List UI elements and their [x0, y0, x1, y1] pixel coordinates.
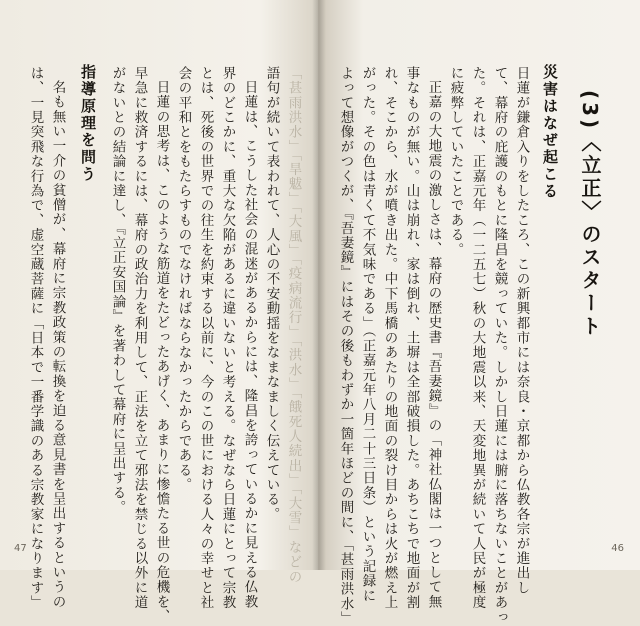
book-gutter [312, 0, 326, 570]
right-col-9: よって想像がつくが、『吾妻鏡』にはその後もわずか一箇年ほどの間に、「甚雨洪水」 [337, 66, 354, 626]
left-subheading: 指導原理を問う [79, 64, 97, 183]
left-col-3: 日蓮は、こうした社会の混迷があるからには、隆昌を誇っているかに見える仏教 [241, 80, 258, 610]
right-col-6: 事なものが無い。山は崩れ、家は倒れ、土塀は全部破損した。あちこちで地面が割 [403, 66, 420, 610]
right-col-2: て、幕府の庇護のもとに隆昌を競っていた。しかし日蓮には腑に落ちないことがあっ [491, 66, 508, 625]
right-col-5: 正嘉の大地震の激しさは、幕府の歴史書『吾妻鏡』の「神社仏閣は一つとして無 [425, 80, 442, 610]
left-col-5: とは、死後の世界での往生を約束する以前に、今のこの世における人々の幸せと社 [197, 66, 214, 610]
left-col-4: 界のどこかに、重大な欠陥があるに違いないと考える。なぜなら日蓮にとって宗教 [219, 66, 236, 610]
left-col-6: 会の平和とをもたらすものでなければならなかったからである。 [175, 66, 192, 493]
left-col-2: 語句が続いて表われて、人心の不安動揺をなまなましく伝えている。 [263, 66, 280, 522]
right-col-4: に疲弊していたことである。 [447, 66, 464, 258]
right-col-7: れ、そこから、水が噴き出た。中下馬橋のあたりの地面の裂け目からは火が燃え上 [381, 66, 398, 610]
right-subheading: 災害はなぜ起こる [541, 64, 559, 200]
right-page-number: 46 [611, 543, 624, 554]
left-col-9: がないとの結論に達し、『立正安国論』を著わして幕府に呈出する。 [109, 66, 126, 515]
right-col-1: 日蓮が鎌倉入りをしたころ、この新興都市には奈良・京都から仏教各宗が進出し [513, 66, 530, 596]
right-col-8: がった。その色は青くて不気味である」（正嘉元年八月二十三日条）という記録に [359, 66, 376, 604]
left-col-1: 「甚雨洪水」「旱魃」「大風」「疫病流行」「洪水」「餓死人続出」「大雪」などの [285, 66, 302, 585]
left-col-11: は、一見突飛な行為で、虚空蔵菩薩に「日本で一番学識のある宗教家になります」 [27, 66, 44, 610]
left-page-number: 47 [14, 543, 27, 554]
section-title: (3)〈立正〉のスタート [578, 90, 602, 339]
right-col-3: た。それは、正嘉元年（一二五七）秋の大地震以来、天変地異が続いて人民が極度 [469, 66, 486, 610]
left-col-7: 日蓮の思考は、このような筋道をたどったあげく、あまりに惨憺たる世の危機を、 [153, 80, 170, 624]
left-col-8: 早急に救済するには、幕府の政治力を利用して、正法を立て邪法を禁じる以外に道 [131, 66, 148, 610]
left-col-10: 名も無い一介の貧僧が、幕府に宗教政策の転換を迫る意見書を呈出するというの [49, 80, 66, 610]
